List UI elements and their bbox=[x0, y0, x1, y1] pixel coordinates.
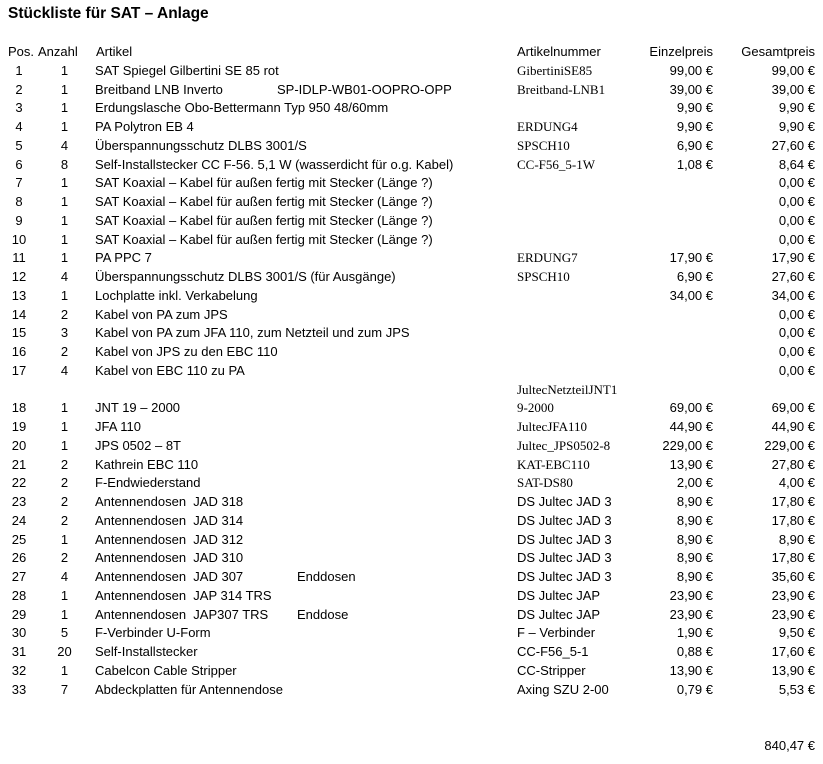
row-einzelpreis: 23,90 € bbox=[669, 587, 713, 603]
row-anzahl: 1 bbox=[60, 437, 69, 453]
row-einzelpreis: 69,00 € bbox=[669, 400, 713, 416]
row-artikel: F-Endwiederstand bbox=[95, 475, 201, 491]
row-pos: 12 bbox=[11, 269, 27, 284]
row-artikel: SAT Koaxial – Kabel für außen fertig mit Stecker (Länge ?) bbox=[95, 194, 433, 209]
row-pos: 20 bbox=[11, 437, 27, 453]
row-artikel: Antennendosen JAD 310 bbox=[95, 550, 244, 566]
header-gesamtpreis: Gesamtpreis bbox=[741, 44, 815, 59]
row-gesamtpreis: 27,80 € bbox=[771, 456, 815, 472]
parts-table bbox=[0, 42, 823, 755]
row-artikel-note: Enddosen bbox=[297, 569, 356, 584]
table-row bbox=[0, 623, 823, 642]
row-anzahl: 1 bbox=[60, 100, 69, 116]
row-gesamtpreis: 13,90 € bbox=[771, 662, 815, 678]
table-row bbox=[0, 305, 823, 324]
row-pos: 22 bbox=[11, 475, 27, 491]
row-anzahl: 2 bbox=[60, 512, 69, 528]
table-row bbox=[0, 511, 823, 530]
row-gesamtpreis: 39,00 € bbox=[771, 81, 815, 97]
row-artikel: Kabel von PA zum JPS bbox=[95, 306, 228, 322]
row-artikelnummer: 9-2000 bbox=[517, 400, 554, 416]
row-artikelnummer: Axing SZU 2-00 bbox=[517, 681, 609, 697]
row-artikelnummer: GibertiniSE85 bbox=[517, 62, 593, 78]
row-gesamtpreis: 17,80 € bbox=[771, 512, 815, 528]
table-row bbox=[0, 61, 823, 80]
table-row bbox=[0, 98, 823, 117]
row-anzahl: 1 bbox=[60, 62, 69, 78]
row-gesamtpreis: 0,00 € bbox=[778, 231, 815, 247]
row-anzahl: 1 bbox=[60, 250, 69, 266]
table-row bbox=[0, 567, 823, 586]
row-einzelpreis: 2,00 € bbox=[676, 475, 713, 491]
row-anzahl: 1 bbox=[60, 662, 69, 678]
row-pos: 17 bbox=[11, 362, 27, 378]
table-row bbox=[0, 286, 823, 305]
header-artikel: Artikel bbox=[96, 44, 133, 59]
row-artikelnummer: DS Jultec JAP bbox=[517, 606, 601, 622]
row-anzahl: 1 bbox=[60, 119, 69, 134]
rows-container bbox=[0, 61, 823, 755]
row-anzahl: 3 bbox=[60, 325, 69, 341]
row-pos: 28 bbox=[11, 587, 27, 603]
row-einzelpreis: 9,90 € bbox=[676, 119, 713, 134]
row-gesamtpreis: 9,50 € bbox=[778, 625, 815, 641]
row-einzelpreis: 1,90 € bbox=[676, 625, 713, 641]
row-gesamtpreis: 0,00 € bbox=[778, 306, 815, 322]
row-anzahl: 1 bbox=[60, 400, 69, 416]
row-pos: 11 bbox=[12, 250, 26, 266]
row-artikel: Antennendosen JAP 314 TRS bbox=[95, 587, 272, 603]
row-artikel: Antennendosen JAD 318 bbox=[95, 494, 244, 509]
row-pos: 19 bbox=[11, 419, 27, 434]
row-anzahl: 4 bbox=[60, 269, 69, 284]
table-row bbox=[0, 492, 823, 511]
row-artikelnummer-line1: JultecNetzteilJNT1 bbox=[517, 381, 618, 397]
row-artikelnummer: JultecJFA110 bbox=[517, 419, 588, 434]
table-row bbox=[0, 211, 823, 230]
row-pos: 10 bbox=[11, 231, 27, 247]
row-pos: 24 bbox=[11, 512, 27, 528]
table-row bbox=[0, 117, 823, 136]
row-gesamtpreis: 229,00 € bbox=[764, 437, 815, 453]
row-anzahl: 2 bbox=[60, 306, 69, 322]
row-anzahl: 1 bbox=[60, 419, 69, 434]
row-anzahl: 2 bbox=[60, 344, 69, 359]
row-artikel: Antennendosen JAD 312 bbox=[95, 531, 244, 547]
row-anzahl: 1 bbox=[60, 531, 69, 547]
row-gesamtpreis: 0,00 € bbox=[778, 344, 815, 359]
row-artikelnummer: DS Jultec JAP bbox=[517, 587, 601, 603]
row-artikel: SAT Koaxial – Kabel für außen fertig mit Stecker (Länge ?) bbox=[95, 212, 433, 228]
row-anzahl: 4 bbox=[60, 137, 69, 153]
row-artikelnummer: SPSCH10 bbox=[517, 137, 570, 153]
row-einzelpreis: 229,00 € bbox=[662, 437, 713, 453]
table-row bbox=[0, 586, 823, 605]
row-artikel: Überspannungsschutz DLBS 3001/S (für Ausgänge) bbox=[95, 269, 396, 284]
row-einzelpreis: 0,88 € bbox=[676, 644, 713, 659]
row-artikel: PA PPC 7 bbox=[95, 250, 152, 266]
row-gesamtpreis: 0,00 € bbox=[778, 175, 815, 191]
table-row bbox=[0, 173, 823, 192]
row-gesamtpreis: 8,64 € bbox=[778, 156, 815, 172]
row-anzahl: 2 bbox=[60, 475, 69, 491]
row-artikel: Antennendosen JAD 314 bbox=[95, 512, 244, 528]
row-anzahl: 1 bbox=[60, 587, 69, 603]
row-artikelnummer: DS Jultec JAD 3 bbox=[517, 531, 612, 547]
row-artikel: Breitband LNB Inverto bbox=[95, 81, 223, 97]
row-artikelnummer: DS Jultec JAD 3 bbox=[517, 494, 612, 509]
table-row bbox=[0, 192, 823, 211]
row-einzelpreis: 6,90 € bbox=[676, 137, 713, 153]
table-row bbox=[0, 680, 823, 699]
row-pos: 33 bbox=[11, 681, 27, 697]
table-row bbox=[0, 661, 823, 680]
table-row bbox=[0, 361, 823, 380]
row-einzelpreis: 8,90 € bbox=[676, 550, 713, 566]
row-artikel: Überspannungsschutz DLBS 3001/S bbox=[95, 137, 307, 153]
row-artikel: JFA 110 bbox=[95, 419, 142, 434]
row-anzahl: 5 bbox=[60, 625, 69, 641]
row-pos: 1 bbox=[15, 62, 23, 78]
blank-row bbox=[0, 717, 823, 736]
row-artikelnummer: Jultec_JPS0502-8 bbox=[517, 437, 611, 453]
row-artikel: F-Verbinder U-Form bbox=[95, 625, 211, 641]
row-einzelpreis: 23,90 € bbox=[669, 606, 713, 622]
table-header-row bbox=[0, 42, 823, 61]
row-anzahl: 1 bbox=[60, 81, 69, 97]
table-row bbox=[0, 155, 823, 174]
row-gesamtpreis: 17,80 € bbox=[771, 550, 815, 566]
row-artikel: SAT Spiegel Gilbertini SE 85 rot bbox=[95, 62, 279, 78]
row-gesamtpreis: 8,90 € bbox=[778, 531, 815, 547]
row-gesamtpreis: 17,90 € bbox=[771, 250, 815, 266]
row-artikel: Cabelcon Cable Stripper bbox=[95, 662, 237, 678]
row-einzelpreis: 8,90 € bbox=[676, 531, 713, 547]
row-anzahl: 7 bbox=[60, 681, 69, 697]
row-gesamtpreis: 34,00 € bbox=[771, 287, 815, 303]
row-einzelpreis: 6,90 € bbox=[676, 269, 713, 284]
row-pos: 15 bbox=[11, 325, 27, 341]
table-row bbox=[0, 230, 823, 249]
row-pos: 9 bbox=[15, 212, 23, 228]
row-pos: 7 bbox=[15, 175, 23, 191]
row-artikel: SAT Koaxial – Kabel für außen fertig mit Stecker (Länge ?) bbox=[95, 175, 433, 191]
row-anzahl: 4 bbox=[60, 569, 69, 584]
table-row bbox=[0, 436, 823, 455]
row-gesamtpreis: 44,90 € bbox=[771, 419, 815, 434]
row-artikelnummer: CC-F56_5-1 bbox=[517, 644, 589, 659]
table-row bbox=[0, 323, 823, 342]
row-artikelnummer: DS Jultec JAD 3 bbox=[517, 550, 612, 566]
row-anzahl: 1 bbox=[60, 231, 69, 247]
row-artikel: Kabel von PA zum JFA 110, zum Netzteil und zum JPS bbox=[95, 325, 410, 341]
row-pos: 32 bbox=[11, 662, 27, 678]
row-einzelpreis: 0,79 € bbox=[676, 681, 713, 697]
table-row bbox=[0, 80, 823, 99]
row-gesamtpreis: 4,00 € bbox=[778, 475, 815, 491]
row-pos: 13 bbox=[11, 287, 27, 303]
row-artikel: Kabel von EBC 110 zu PA bbox=[95, 362, 245, 378]
row-artikel: JPS 0502 – 8T bbox=[95, 437, 181, 453]
row-artikelnummer: CC-Stripper bbox=[517, 662, 586, 678]
table-row bbox=[0, 398, 823, 417]
row-artikelnummer: SPSCH10 bbox=[517, 269, 570, 284]
row-einzelpreis: 1,08 € bbox=[676, 156, 713, 172]
table-row bbox=[0, 473, 823, 492]
row-artikel: Abdeckplatten für Antennendose bbox=[95, 681, 283, 697]
row-anzahl: 20 bbox=[57, 644, 72, 659]
page-title: Stückliste für SAT – Anlage bbox=[8, 5, 209, 22]
row-gesamtpreis: 27,60 € bbox=[771, 269, 815, 284]
row-einzelpreis: 8,90 € bbox=[676, 569, 713, 584]
row-pos: 23 bbox=[11, 494, 27, 509]
row-einzelpreis: 34,00 € bbox=[669, 287, 713, 303]
row-anzahl: 1 bbox=[60, 194, 69, 209]
row-gesamtpreis: 23,90 € bbox=[771, 606, 815, 622]
row-pos: 31 bbox=[11, 644, 27, 659]
row-gesamtpreis: 69,00 € bbox=[771, 400, 815, 416]
row-einzelpreis: 99,00 € bbox=[669, 62, 713, 78]
row-pos: 21 bbox=[11, 456, 27, 472]
row-artikel: Antennendosen JAD 307 bbox=[95, 569, 244, 584]
row-anzahl: 2 bbox=[60, 550, 69, 566]
row-artikel-note: Enddose bbox=[297, 606, 349, 622]
row-gesamtpreis: 17,60 € bbox=[771, 644, 815, 659]
row-artikelnummer: F – Verbinder bbox=[517, 625, 596, 641]
row-einzelpreis: 8,90 € bbox=[676, 494, 713, 509]
row-anzahl: 1 bbox=[60, 175, 69, 191]
row-gesamtpreis: 27,60 € bbox=[771, 137, 815, 153]
row-artikel: Kabel von JPS zu den EBC 110 bbox=[95, 344, 278, 359]
row-einzelpreis: 9,90 € bbox=[676, 100, 713, 116]
row-artikel: JNT 19 – 2000 bbox=[95, 400, 181, 416]
row-einzelpreis: 13,90 € bbox=[669, 456, 713, 472]
row-artikel: Antennendosen JAP307 TRS bbox=[95, 606, 269, 622]
row-gesamtpreis: 0,00 € bbox=[778, 212, 815, 228]
row-einzelpreis: 17,90 € bbox=[669, 250, 713, 266]
row-einzelpreis: 8,90 € bbox=[676, 512, 713, 528]
row-pos: 29 bbox=[11, 606, 27, 622]
row-pos: 16 bbox=[11, 344, 27, 359]
row-artikelnummer: SAT-DS80 bbox=[517, 475, 573, 491]
row-pos: 2 bbox=[15, 81, 23, 97]
row-gesamtpreis: 9,90 € bbox=[778, 100, 815, 116]
row-pos: 30 bbox=[11, 625, 27, 641]
row-gesamtpreis: 23,90 € bbox=[771, 587, 815, 603]
table-row bbox=[0, 642, 823, 661]
row-artikelnummer: KAT-EBC110 bbox=[517, 456, 590, 472]
row-gesamtpreis: 17,80 € bbox=[771, 494, 815, 509]
row-gesamtpreis: 35,60 € bbox=[771, 569, 815, 584]
row-artikelnummer: CC-F56_5-1W bbox=[517, 156, 595, 172]
row-artikel-note: SP-IDLP-WB01-OOPRO-OPP bbox=[277, 81, 452, 97]
row-pos: 25 bbox=[11, 531, 27, 547]
row-artikel: Self-Installstecker bbox=[95, 644, 198, 659]
row-artikel: Erdungslasche Obo-Bettermann Typ 950 48/60mm bbox=[95, 100, 389, 116]
row-gesamtpreis: 9,90 € bbox=[778, 119, 815, 134]
row-pos: 4 bbox=[15, 119, 23, 134]
row-artikel: SAT Koaxial – Kabel für außen fertig mit Stecker (Länge ?) bbox=[95, 231, 433, 247]
header-anzahl: Anzahl bbox=[38, 44, 78, 59]
table-row bbox=[0, 605, 823, 624]
row-pos: 3 bbox=[15, 100, 23, 116]
row-einzelpreis: 39,00 € bbox=[669, 81, 713, 97]
row-anzahl: 1 bbox=[60, 606, 69, 622]
table-row bbox=[0, 136, 823, 155]
grand-total: 840,47 € bbox=[764, 737, 815, 753]
row-gesamtpreis: 0,00 € bbox=[778, 325, 815, 341]
header-pos: Pos. bbox=[8, 44, 35, 59]
row-pos: 6 bbox=[15, 156, 23, 172]
total-row bbox=[0, 736, 823, 755]
row-einzelpreis: 44,90 € bbox=[669, 419, 713, 434]
row-gesamtpreis: 0,00 € bbox=[778, 194, 815, 209]
row-anzahl: 4 bbox=[60, 362, 69, 378]
row-artikelnummer: ERDUNG7 bbox=[517, 250, 578, 266]
row-pos: 27 bbox=[11, 569, 27, 584]
table-row bbox=[0, 417, 823, 436]
row-pos: 14 bbox=[11, 306, 27, 322]
header-einzelpreis: Einzelpreis bbox=[649, 44, 713, 59]
row-gesamtpreis: 99,00 € bbox=[771, 62, 815, 78]
table-row bbox=[0, 548, 823, 567]
row-artikelnummer: ERDUNG4 bbox=[517, 119, 578, 134]
row-pos: 18 bbox=[11, 400, 27, 416]
table-row-artnr-wrap bbox=[0, 380, 823, 399]
row-pos: 8 bbox=[15, 194, 23, 209]
table-row bbox=[0, 342, 823, 361]
row-pos: 5 bbox=[15, 137, 23, 153]
row-gesamtpreis: 5,53 € bbox=[778, 681, 815, 697]
row-einzelpreis: 13,90 € bbox=[669, 662, 713, 678]
blank-row bbox=[0, 698, 823, 717]
table-row bbox=[0, 267, 823, 286]
row-anzahl: 1 bbox=[60, 287, 69, 303]
table-row bbox=[0, 530, 823, 549]
row-artikelnummer: DS Jultec JAD 3 bbox=[517, 569, 612, 584]
row-anzahl: 2 bbox=[60, 456, 69, 472]
table-row bbox=[0, 248, 823, 267]
row-pos: 26 bbox=[11, 550, 27, 566]
row-gesamtpreis: 0,00 € bbox=[778, 362, 815, 378]
row-artikel: Lochplatte inkl. Verkabelung bbox=[95, 287, 258, 303]
row-anzahl: 8 bbox=[60, 156, 69, 172]
row-artikel: PA Polytron EB 4 bbox=[95, 119, 194, 134]
row-artikel: Kathrein EBC 110 bbox=[95, 456, 199, 472]
row-artikel: Self-Installstecker CC F-56. 5,1 W (wasserdicht für o.g. Kabel) bbox=[95, 156, 454, 172]
table-row bbox=[0, 455, 823, 474]
row-artikelnummer: DS Jultec JAD 3 bbox=[517, 512, 612, 528]
row-anzahl: 1 bbox=[60, 212, 69, 228]
row-artikelnummer: Breitband-LNB1 bbox=[517, 81, 606, 97]
header-artikelnummer: Artikelnummer bbox=[517, 44, 601, 59]
row-anzahl: 2 bbox=[60, 494, 69, 509]
